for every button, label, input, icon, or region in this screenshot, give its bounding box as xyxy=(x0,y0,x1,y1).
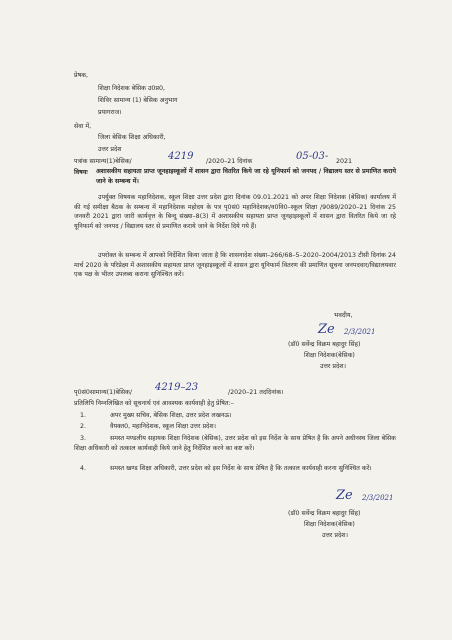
endorsement-ref-number-handwritten: 4219–23 xyxy=(155,382,199,393)
ref-number-handwritten: 4219 xyxy=(168,151,194,162)
item-3-num: 3. xyxy=(80,435,87,442)
from-line2: शिविर सामान्य (1) बेसिक अनुभाग xyxy=(98,97,178,104)
subject-label: विषयः xyxy=(74,169,88,176)
signature-mark-1: Ze xyxy=(318,322,335,337)
item-1-num: 1. xyxy=(80,412,87,419)
item-2-text: वैयक्त0, महानिदेशक, स्कूल शिक्षा उत्तर प्रदेश। xyxy=(110,423,217,430)
signer-name-1: (डॉ0 सर्वेन्द्र विक्रम बहादुर सिंह) xyxy=(288,341,361,348)
to-line1: जिला बेसिक शिक्षा अधिकारी, xyxy=(98,134,166,141)
endorsement-ref-prefix: पृ0सं0सामान्य(1)बेसिक/ xyxy=(74,389,132,396)
item-4-num: 4. xyxy=(80,465,87,472)
item-3-text: समस्त मण्डलीय सहायक शिक्षा निदेशक (बेसिक), उत्तर प्रदेश को इस निर्देश के साथ प्रेषित है कि अपने अधीनस्थ जिला बेसिक शिक्षा अधिकारी को तत्काल कार्यवाही किये जाने हेतु निर्देशित करने का कष्ट करें। xyxy=(74,435,396,452)
to-label: सेवा में, xyxy=(74,123,92,130)
signer-state-2: उत्तर प्रदेश। xyxy=(322,532,348,539)
ref-suffix: /2020–21 दिनांक xyxy=(206,158,253,165)
endorsement-ref-suffix: /2020–21 तददिनांक। xyxy=(228,389,284,396)
endorsement-intro: प्रतिलिपि निम्नलिखित को सूचनार्थ एवं आवश्यक कार्यवाही हेतु प्रेषित:– xyxy=(74,400,234,407)
signer-state-1: उत्तर प्रदेश। xyxy=(320,363,346,370)
item-1-text: अपर मुख्य सचिव, बेसिक शिक्षा, उत्तर प्रदेश लखनऊ। xyxy=(110,412,232,419)
body-paragraph-1: उपर्युक्त विषयक महानिदेशक, स्कूल शिक्षा उत्तर प्रदेश द्वारा दिनांक 09.01.2021 को अपर शिक्षा निदेशक (बेसिक) कार्यालय में की गई समीक्षा बैठक के सम्बन्ध में महानिदेशक महोदय के पत्र पृ0सं0 महानिदेशक/व0वि0–स्कूल शिक्षा /9089/2020–21 दिनांक 25 जनवरी 2021 द्वारा जारी कार्यवृत्त के बिन्दु संख्या–8(3) में अशासकीय सहायता प्राप्त जूनहाइस्कूलों में शासन द्वारा वितरित किये जा रहे यूनिफार्म को जनपद / विद्यालय स्तर से प्रमाणित कराये जाने के निर्देश दिये गये हैं। xyxy=(74,194,396,230)
from-line1: शिक्षा निदेशक बेसिक उ0प्र0, xyxy=(98,85,166,92)
to-line2: उत्तर प्रदेश xyxy=(98,146,122,153)
item-4-text: समस्त खण्ड शिक्षा अधिकारी, उत्तर प्रदेश को इस निर्देश के साथ प्रेषित है कि तत्काल कार्यवाही करना सुनिश्चित करें। xyxy=(110,465,372,472)
letter-ref xyxy=(74,158,132,166)
ref-date-handwritten: 05-03- xyxy=(296,151,329,162)
signer-title-2: शिक्षा निदेशक(बेसिक) xyxy=(304,521,355,528)
item-2-num: 2. xyxy=(80,423,87,430)
ref-year: 2021 xyxy=(336,158,353,165)
signer-title-1: शिक्षा निदेशक(बेसिक) xyxy=(304,352,355,359)
ref-prefix: पत्रांक सामान्य(1)बेसिक/ xyxy=(74,158,132,165)
from-label: प्रेषक, xyxy=(74,72,89,79)
body-paragraph-2: उपरोक्त के सम्बन्ध में आपको निर्देशित किया जाता है कि शासनादेश संख्या–266/68–5–2020–2004/2013 टीसी दिनांक 24 मार्च 2020 के परिप्रेक्ष्य में अशासकीय सहायता प्राप्त जूनहाइस्कूलों में शासन द्वारा यूनिफार्म वितरण की प्रमाणित सूचना जनपदवार/विद्यालयवार एक पक्ष के भीतर उपलब्ध कराना सुनिश्चित करें। xyxy=(74,252,396,278)
closing: भवदीय, xyxy=(334,312,353,319)
subject-text: अशासकीय सहायता प्राप्त जूनहाइस्कूलों में शासन द्वारा वितरित किये जा रहे यूनिफार्म को जनपद / विद्यालय स्तर से प्रमाणित कराये जाने के सम्बन्ध में। xyxy=(96,168,396,185)
from-line3: प्रयागराज। xyxy=(98,109,122,116)
signature-mark-2: Ze xyxy=(336,488,353,503)
signature-date-2: 2/3/2021 xyxy=(362,494,394,502)
signer-name-2: (डॉ0 सर्वेन्द्र विक्रम बहादुर सिंह) xyxy=(288,510,361,517)
signature-date-1: 2/3/2021 xyxy=(344,328,376,336)
